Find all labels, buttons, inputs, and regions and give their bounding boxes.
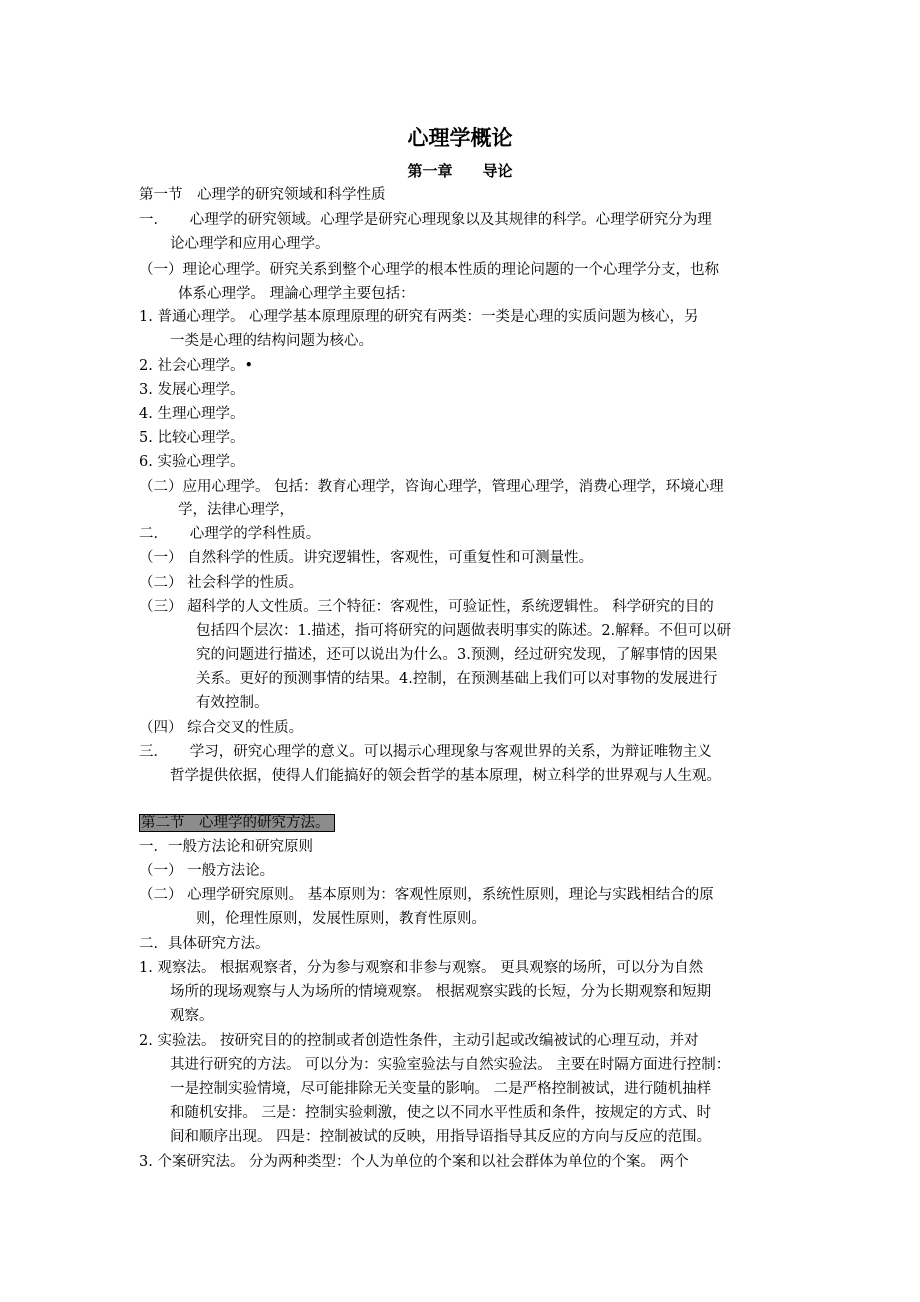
document-title: 心理学概论 bbox=[407, 125, 513, 150]
section-heading bbox=[139, 813, 335, 833]
text-line: 观察。 bbox=[170, 1008, 214, 1024]
text-line: 二． 心理学的学科性质。 bbox=[139, 526, 321, 542]
chapter-name: 导论 bbox=[482, 162, 513, 180]
text-line: 学，法律心理学， bbox=[178, 502, 294, 518]
text-line: 则，伦理性原则，发展性原则，教育性原则。 bbox=[196, 911, 486, 927]
text-line: 三． 学习，研究心理学的意义。可以揭示心理现象与客观世界的关系，为辩证唯物主义 bbox=[139, 744, 712, 760]
text-line: 究的问题进行描述，还可以说出为什么。3.预测，经过研究发现，了解事情的因果 bbox=[196, 647, 718, 663]
list-item: 3. 发展心理学。 bbox=[139, 382, 245, 398]
text-line: （一） 自然科学的性质。讲究逻辑性，客观性，可重复性和可测量性。 bbox=[139, 550, 594, 566]
chapter-number: 第一章 bbox=[407, 162, 453, 180]
text-line: 和随机安排。 三是：控制实验刺激，使之以不同水平性质和条件，按规定的方式、时 bbox=[170, 1105, 712, 1121]
text-line: 一． 心理学的研究领域。心理学是研究心理现象以及其规律的科学。心理学研究分为理 bbox=[139, 212, 712, 228]
text-line: 有效控制。 bbox=[196, 695, 269, 711]
text-line: 包括四个层次：1.描述，指可将研究的问题做表明事实的陈述。2.解释。不但可以研 bbox=[196, 623, 732, 639]
text-line: （一） 一般方法论。 bbox=[139, 863, 275, 879]
section-heading-highlight: 第二节 心理学的研究方法。 bbox=[139, 814, 335, 832]
text-line: （三） 超科学的人文性质。三个特征：客观性，可验证性，系统逻辑性。 科学研究的目的 bbox=[139, 599, 714, 615]
text-line: 场所的现场观察与人为场所的情境观察。 根据观察实践的长短，分为长期观察和短期 bbox=[170, 984, 712, 1000]
text-line: 哲学提供依据，使得人们能搞好的领会哲学的基本原理，树立科学的世界观与人生观。 bbox=[170, 768, 721, 784]
list-item: 2. 社会心理学。• bbox=[139, 358, 253, 374]
list-item: 6. 实验心理学。 bbox=[139, 454, 245, 470]
text-line: 论心理学和应用心理学。 bbox=[170, 236, 330, 252]
text-line: 二．具体研究方法。 bbox=[139, 936, 270, 952]
chapter-heading bbox=[0, 160, 920, 181]
section-heading: 第一节 心理学的研究领域和科学性质 bbox=[139, 187, 386, 203]
text-line: 2. 实验法。 按研究目的的控制或者创造性条件，主动引起或改编被试的心理互动，并对 bbox=[139, 1033, 699, 1049]
list-item: 4. 生理心理学。 bbox=[139, 406, 245, 422]
text-line: 体系心理学。 理論心理学主要包括： bbox=[178, 286, 415, 302]
text-line: （一）理论心理学。研究关系到整个心理学的根本性质的理论问题的一个心理学分支，也称 bbox=[139, 262, 719, 278]
text-line: （四） 综合交叉的性质。 bbox=[139, 720, 304, 736]
text-line: 1. 观察法。 根据观察者，分为参与观察和非参与观察。 更具观察的场所，可以分为自然 bbox=[139, 960, 704, 976]
text-line: 一．一般方法论和研究原则 bbox=[139, 839, 313, 855]
text-line: 其进行研究的方法。 可以分为：实验室验法与自然实验法。 主要在时隔方面进行控制： bbox=[170, 1057, 731, 1073]
text-line: （二） 社会科学的性质。 bbox=[139, 575, 304, 591]
text-line: 关系。更好的预测事情的结果。4.控制，在预测基础上我们可以对事物的发展进行 bbox=[196, 671, 718, 687]
list-item: 5. 比较心理学。 bbox=[139, 430, 245, 446]
text-line: （二） 心理学研究原则。 基本原则为：客观性原则，系统性原则，理论与实践相结合的原 bbox=[139, 887, 714, 903]
text-line: 1. 普通心理学。 心理学基本原理原理的研究有两类：一类是心理的实质问题为核心，另 bbox=[139, 309, 699, 325]
text-line: 一是控制实验情境，尽可能排除无关变量的影响。 二是严格控制被试，进行随机抽样 bbox=[170, 1081, 712, 1097]
text-line: 间和顺序出现。 四是：控制被试的反映，用指导语指导其反应的方向与反应的范围。 bbox=[170, 1129, 712, 1145]
text-line: 3. 个案研究法。 分为两种类型：个人为单位的个案和以社会群体为单位的个案。 两个 bbox=[139, 1154, 689, 1170]
text-line: 一类是心理的结构问题为核心。 bbox=[170, 333, 373, 349]
text-line: （二）应用心理学。 包括：教育心理学，咨询心理学，管理心理学，消费心理学，环境心理 bbox=[139, 479, 724, 495]
